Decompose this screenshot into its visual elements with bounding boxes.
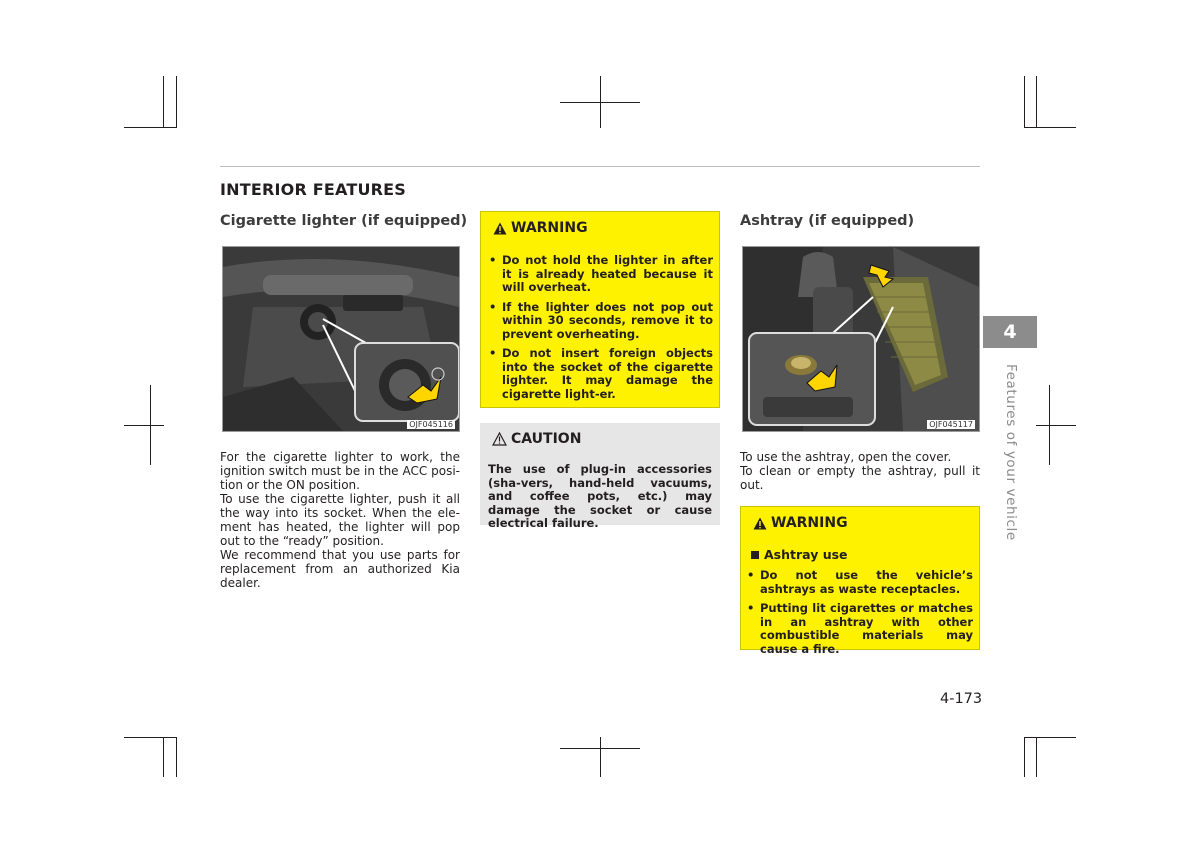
list-item: • Putting lit cigarettes or matches in an ashtray with other combustible materials may cause a fire. <box>747 601 973 656</box>
lighter-caution-box <box>480 423 720 530</box>
list-item: • If the lighter does not pop out within 30 seconds, remove it to prevent overheating. <box>489 299 713 341</box>
crop-mark <box>1024 76 1025 128</box>
crop-mark <box>1024 127 1076 128</box>
chapter-title: Features of your vehicle <box>1003 364 1019 541</box>
crop-mark <box>600 737 601 777</box>
crop-mark <box>1049 385 1050 465</box>
cigarette-lighter-photo <box>222 246 460 432</box>
crop-mark <box>1036 737 1037 777</box>
crop-mark <box>1024 737 1076 738</box>
warning-title: WARNING <box>511 220 588 236</box>
lighter-warning-box <box>480 211 720 408</box>
paragraph: For the cigarette lighter to work, the ignition switch must be in the ACC posi-tion or the ON position. <box>220 450 460 492</box>
crop-mark <box>1036 425 1076 426</box>
crop-mark <box>176 737 177 777</box>
warning-triangle-icon <box>493 222 507 235</box>
warning-list <box>489 254 713 407</box>
list-item: • Do not hold the lighter in after it is already heated because it will overheat. <box>489 253 713 294</box>
caution-text: The use of plug-in accessories (sha-vers, hand-held vacuums, and coffee pots, etc.) may damage the socket or cause electrical failure. <box>488 462 712 530</box>
crop-mark <box>1024 737 1025 777</box>
bullet-icon: • <box>747 568 755 582</box>
crop-mark <box>124 737 176 738</box>
cigarette-lighter-body <box>220 450 460 590</box>
cigarette-lighter-heading: Cigarette lighter (if equipped) <box>220 213 468 229</box>
ashtray-warning-box <box>740 506 980 656</box>
bullet-icon: • <box>489 299 497 314</box>
bullet-icon: • <box>489 346 497 360</box>
section-title: INTERIOR FEATURES <box>220 180 407 199</box>
crop-mark <box>176 76 177 128</box>
crop-mark <box>124 127 176 128</box>
warning-header <box>753 515 848 531</box>
image-code: OJF045117 <box>929 420 973 429</box>
bullet-icon: • <box>489 253 497 267</box>
warning-title: WARNING <box>771 515 848 531</box>
warning-header <box>493 220 588 236</box>
crop-mark <box>163 737 164 777</box>
warning-triangle-icon <box>753 517 767 530</box>
warning-list <box>747 569 973 662</box>
bullet-icon: • <box>747 601 755 615</box>
page-number: 4-173 <box>940 691 983 707</box>
caution-header <box>492 431 581 447</box>
crop-mark <box>163 76 164 128</box>
square-bullet-icon <box>751 551 759 559</box>
image-code: OJF045116 <box>409 420 453 429</box>
crop-mark <box>124 425 164 426</box>
crop-mark <box>150 385 151 465</box>
crop-mark <box>600 76 601 128</box>
ashtray-photo <box>742 246 980 432</box>
list-item: • Do not use the vehicle’s ashtrays as waste receptacles. <box>747 568 973 596</box>
warning-subheading: Ashtray use <box>751 547 848 562</box>
ashtray-heading: Ashtray (if equipped) <box>740 213 915 229</box>
caution-triangle-icon <box>492 432 507 446</box>
list-item: • Do not insert foreign objects into the socket of the cigarette lighter. It may damage the cigarette light-er. <box>489 346 713 401</box>
ashtray-body <box>740 450 980 492</box>
caution-title: CAUTION <box>511 431 582 447</box>
paragraph: To clean or empty the ashtray, pull it out. <box>740 464 980 492</box>
chapter-tab: 4 <box>983 316 1037 348</box>
crop-mark <box>1036 76 1037 128</box>
paragraph: To use the ashtray, open the cover. <box>740 450 952 464</box>
header-rule <box>220 166 980 167</box>
paragraph: We recommend that you use parts for replacement from an authorized Kia dealer. <box>220 548 460 590</box>
paragraph: To use the cigarette lighter, push it all the way into its socket. When the ele-ment has heated, the lighter will pop out to the “ready” position. <box>220 492 460 548</box>
